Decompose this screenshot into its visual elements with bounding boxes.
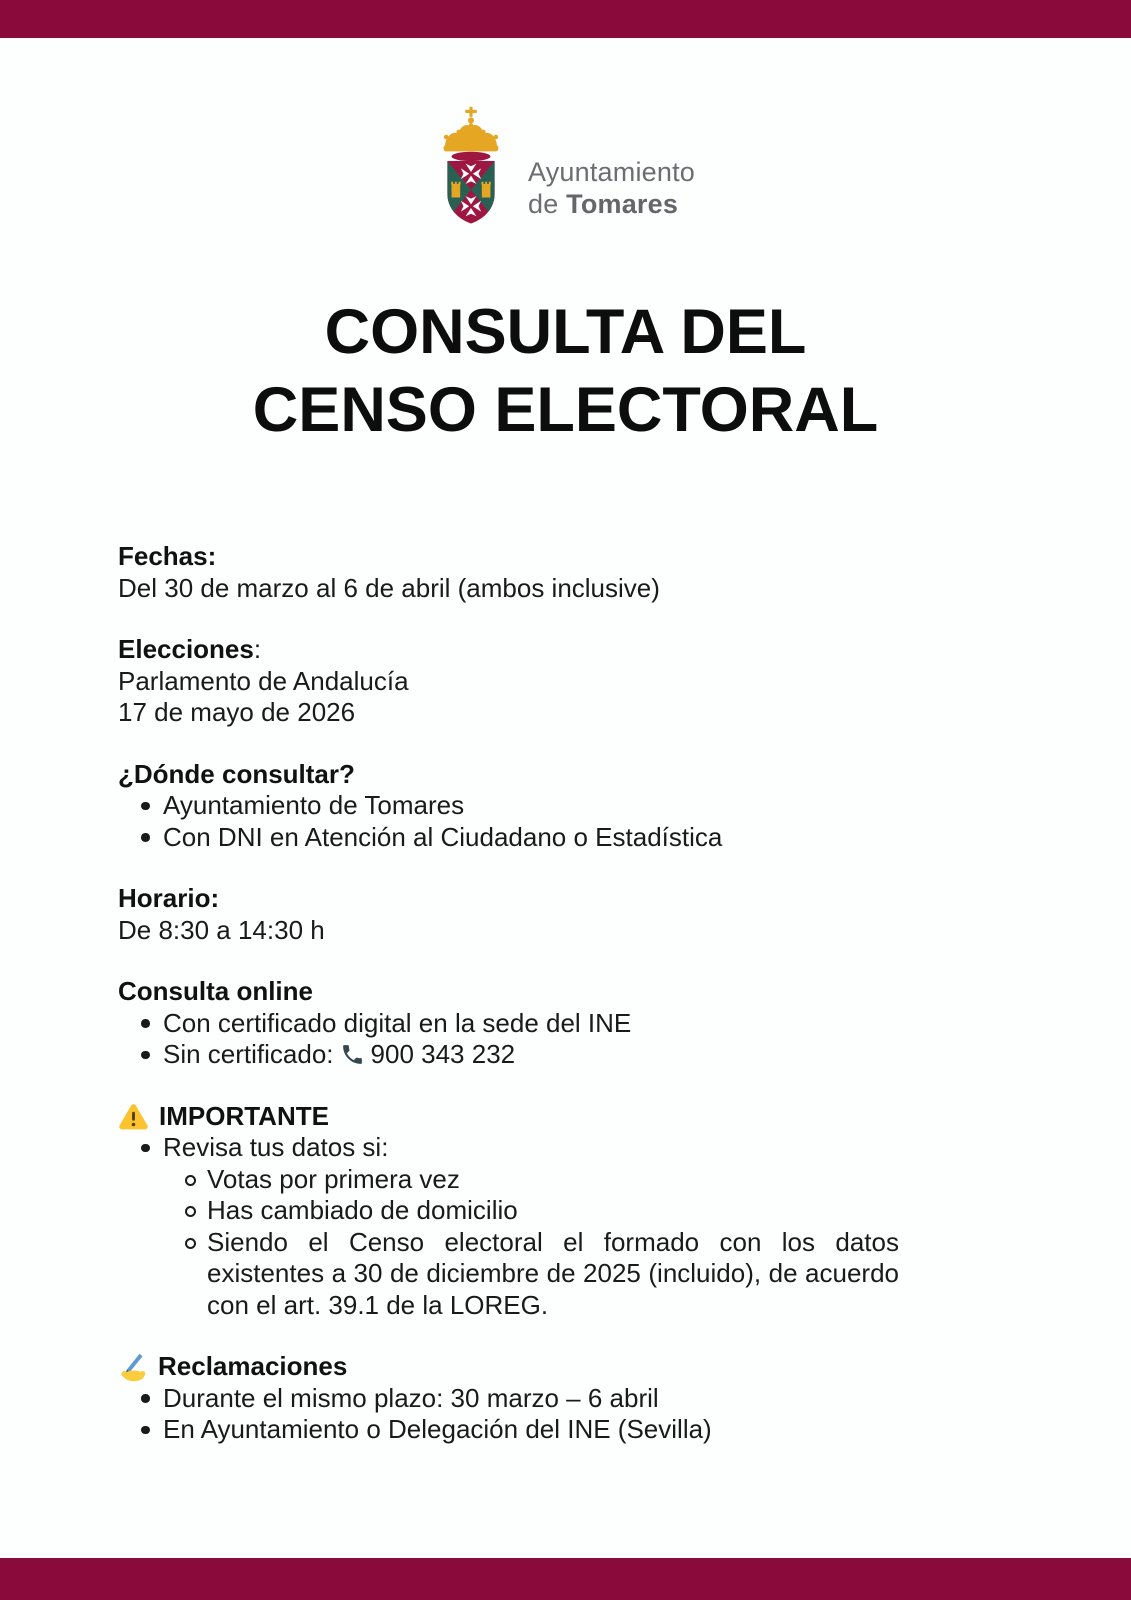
title-line2: CENSO ELECTORAL <box>252 375 879 445</box>
list-item: Con certificado digital en la sede del INE <box>118 1008 1014 1040</box>
section-elecciones <box>118 634 1014 729</box>
elecciones-line2: 17 de mayo de 2026 <box>118 697 356 727</box>
section-donde-consultar <box>118 759 1014 854</box>
list-item: Ayuntamiento de Tomares <box>118 790 1014 822</box>
elecciones-line1: Parlamento de Andalucía <box>118 665 409 696</box>
bottom-maroon-band <box>0 1558 1131 1600</box>
online-heading: Consulta online <box>118 976 313 1006</box>
sub-list-item: Siendo el Censo electoral el formado con los datos existentes a 30 de diciembre de 2025 (incluido), de acuerdo con el art. 39.1 de la LOREG. <box>118 1227 899 1322</box>
logo-line1: Ayuntamiento <box>527 157 695 187</box>
reclamaciones-heading: Reclamaciones <box>158 1351 348 1381</box>
phone-label: Sin certificado: <box>163 1039 334 1069</box>
section-importante <box>118 1101 1014 1322</box>
list-item-phone <box>118 1039 1014 1071</box>
section-consulta-online <box>118 976 1014 1071</box>
section-fechas <box>118 541 1014 604</box>
list-item: Con DNI en Atención al Ciudadano o Estadística <box>118 822 1014 854</box>
logo-line2: de Tomares <box>527 189 679 219</box>
crown-icon <box>444 107 499 152</box>
elecciones-heading: Elecciones: <box>118 634 262 664</box>
tomares-coat-of-arms-icon <box>436 106 506 230</box>
importante-heading-row <box>118 1101 1014 1133</box>
list-item: Revisa tus datos si: <box>118 1132 1014 1164</box>
donde-heading: ¿Dónde consultar? <box>118 758 355 789</box>
sub-list-item: Votas por primera vez <box>118 1164 1014 1196</box>
reclamaciones-heading-row <box>118 1351 1014 1383</box>
fechas-heading: Fechas: <box>118 541 217 571</box>
section-horario <box>118 883 1014 946</box>
list-item: Durante el mismo plazo: 30 marzo – 6 abril <box>118 1383 1014 1415</box>
page-title <box>0 293 1131 449</box>
poster-body <box>118 541 1014 1476</box>
municipal-logo <box>0 106 1131 230</box>
sub-list-item: Has cambiado de domicilio <box>118 1195 1014 1227</box>
phone-receiver-icon <box>340 1042 365 1067</box>
writing-hand-icon <box>118 1352 148 1382</box>
logo-wordmark <box>528 106 695 220</box>
fechas-body: Del 30 de marzo al 6 de abril (ambos inclusive) <box>118 572 660 603</box>
horario-heading: Horario: <box>118 883 220 913</box>
title-line1: CONSULTA DEL <box>324 297 807 367</box>
top-maroon-band <box>0 0 1131 38</box>
list-item: En Ayuntamiento o Delegación del INE (Sevilla) <box>118 1414 1014 1446</box>
importante-heading: IMPORTANTE <box>159 1100 329 1131</box>
warning-triangle-icon <box>118 1102 149 1130</box>
section-reclamaciones <box>118 1351 1014 1446</box>
phone-number: 900 343 232 <box>370 1039 516 1069</box>
horario-body: De 8:30 a 14:30 h <box>118 914 325 945</box>
